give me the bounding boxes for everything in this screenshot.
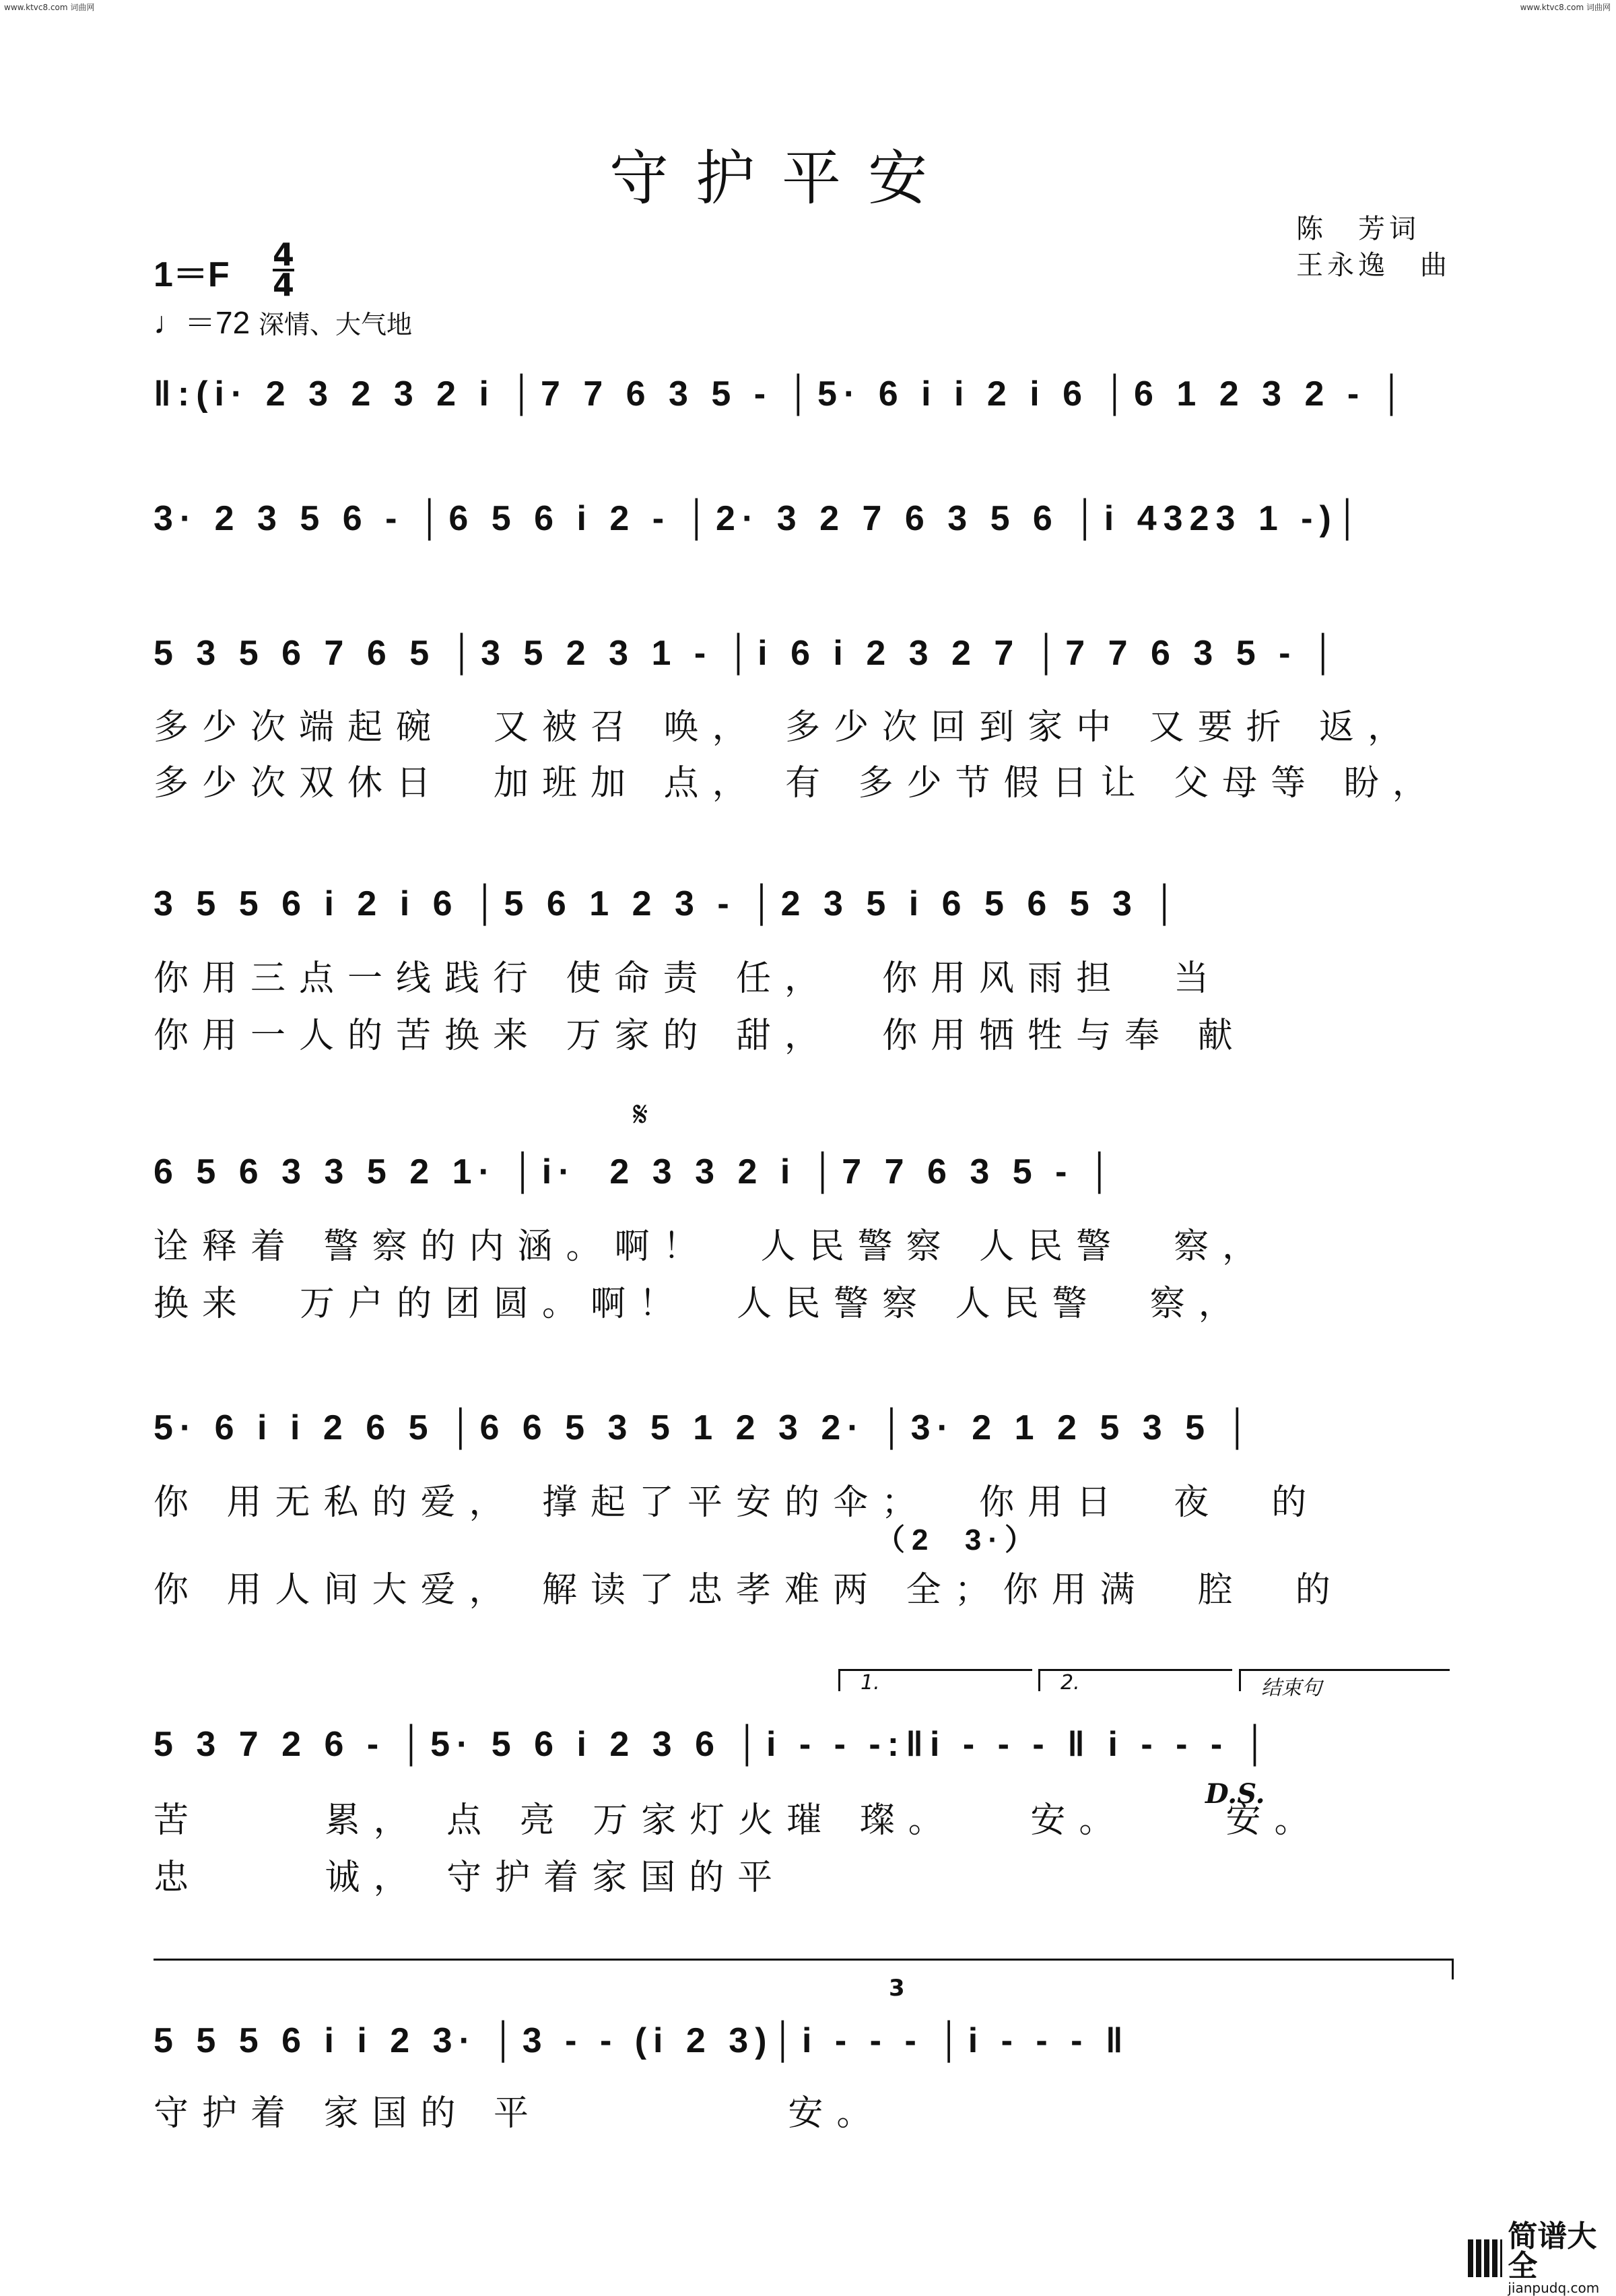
lyric-line-3-verse-2: 多少次双休日 加班加 点， 有 多少节假日让 父母等 盼，: [154, 763, 1441, 803]
lyric-line-6-verse-1: 你 用无私的爱， 撑起了平安的伞； 你用日 夜 的: [154, 1482, 1320, 1523]
time-signature-bottom: 4: [273, 267, 295, 304]
site-watermark-left: www.ktvc8.com 词曲网: [4, 3, 95, 12]
coda-bracket: [1239, 1669, 1450, 1700]
volta-1-bracket: [838, 1669, 1032, 1695]
dal-segno-marking: D.S.: [1205, 1778, 1265, 1810]
lyric-line-5-verse-2: 换来 万户的团圆。啊！ 人民警察 人民警 察，: [154, 1284, 1247, 1324]
notation-line-8: 5 5 5 6 i i 2 3· │3 - - (i 2 3)│i - - - │i - - - ‖: [154, 2021, 1130, 2060]
tempo-value: ♩＝72: [154, 305, 250, 340]
tempo-marking: [154, 298, 412, 343]
expression-marking: 深情、大气地: [258, 310, 412, 339]
segno-sign: 𝄋: [633, 1094, 648, 1135]
footer-logo-url: jianpudq.com: [1508, 2280, 1600, 2296]
volta-2-label: 2.: [1060, 1671, 1080, 1695]
lyric-line-7-verse-1: 苦 累， 点 亮 万家灯火璀 璨。 安。 安。: [154, 1800, 1323, 1841]
coda-line-bracket: [154, 1959, 1454, 1979]
notation-line-4: 3 5 5 6 i 2 i 6 │5 6 1 2 3 - │2 3 5 i 6 5 6 5 3 │: [154, 884, 1184, 923]
song-title: 守护平安: [609, 143, 955, 213]
alternate-notes: （2 3·）: [875, 1523, 1042, 1556]
lyricist-credit: 陈 芳词: [1296, 214, 1420, 244]
notation-line-6: 5· 6 i i 2 6 5 │6 6 5 3 5 1 2 3 2· │3· 2 1 2 5 3 5 │: [154, 1408, 1256, 1447]
lyric-line-8: 守护着 家国的 平 安。: [154, 2093, 885, 2134]
coda-label: 结束句: [1261, 1676, 1322, 1700]
lyric-line-7-verse-2: 忠 诚， 守护着家国的平: [154, 1858, 786, 1898]
composer-credit: 王永逸 曲: [1296, 250, 1451, 281]
site-watermark-right: www.ktvc8.com 词曲网: [1520, 3, 1611, 12]
notation-line-1: ‖:(i· 2 3 2 3 2 i │7 7 6 3 5 - │5· 6 i i 2 i 6 │6 1 2 3 2 - │: [154, 374, 1411, 414]
notation-line-2: 3· 2 3 5 6 - │6 5 6 i 2 - │2· 3 2 7 6 3 5 6 │i 4323 1 -)│: [154, 499, 1367, 538]
lyric-line-4-verse-1: 你用三点一线践行 使命责 任， 你用风雨担 当: [154, 958, 1223, 999]
notation-line-7: 5 3 7 2 6 - │5· 5 6 i 2 3 6 │i - - -:‖i - - - ‖ i - - - │: [154, 1725, 1275, 1764]
footer-logo: [1468, 2219, 1609, 2296]
footer-logo-text: 简谱大全: [1508, 2219, 1597, 2283]
lyric-line-5-verse-1: 诠释着 警察的内涵。啊！ 人民警察 人民警 察，: [154, 1226, 1271, 1267]
lyric-line-3-verse-1: 多少次端起碗 又被召 唤， 多少次回到家中 又要折 返，: [154, 707, 1417, 748]
time-signature-top: 4: [273, 236, 295, 273]
time-signature: [273, 236, 295, 304]
triplet-marker: 3: [889, 1975, 905, 2002]
notation-line-5: 6 5 6 3 3 5 2 1· │i· 2 3 3 2 i │7 7 6 3 5 - │: [154, 1152, 1119, 1191]
notation-line-3: 5 3 5 6 7 6 5 │3 5 2 3 1 - │i 6 i 2 3 2 7 │7 7 6 3 5 - │: [154, 634, 1343, 673]
lyric-line-6-verse-2: 你 用人间大爱， 解读了忠孝难两 全；你用满 腔 的: [154, 1570, 1344, 1610]
key-signature: 1＝F: [154, 255, 230, 294]
volta-1-label: 1.: [861, 1671, 880, 1695]
piano-keys-icon: [1468, 2239, 1502, 2277]
volta-2-bracket: [1038, 1669, 1232, 1695]
lyric-line-4-verse-2: 你用一人的苦换来 万家的 甜， 你用牺牲与奉 献: [154, 1016, 1246, 1056]
